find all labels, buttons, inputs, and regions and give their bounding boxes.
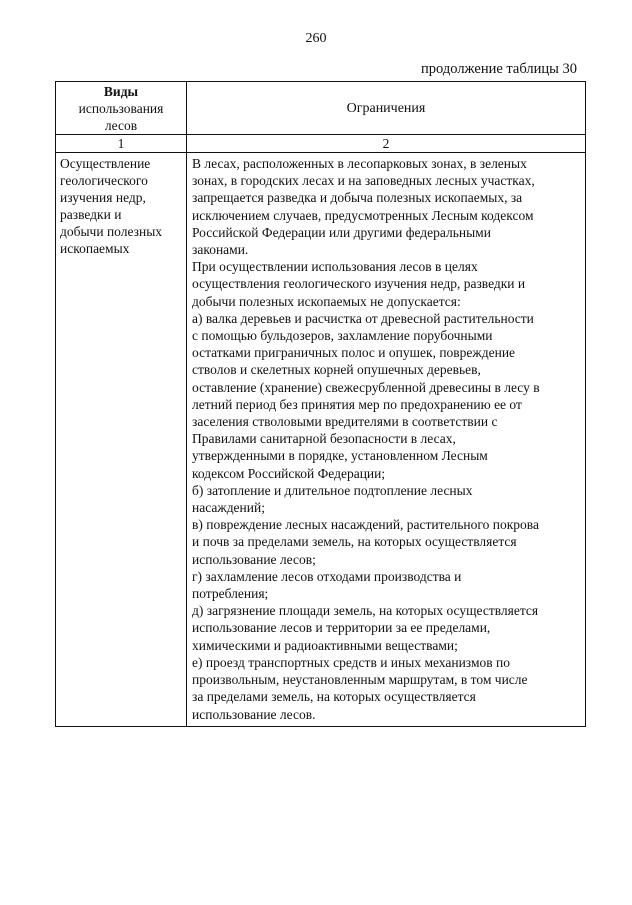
restriction-item-e: е) проезд транспортных средств и иных механизмов по произвольным, неустановленным маршрутам, в том числе за пределами земель, на которых осуществляется использование лесов. xyxy=(192,654,528,722)
restriction-item-b: б) затопление и длительное подтопление лесных насаждений; xyxy=(192,482,473,516)
restriction-item-g: г) захламление лесов отходами производства и потребления; xyxy=(192,568,462,602)
header-usage-types-line1: Виды xyxy=(103,83,139,99)
restriction-item-d: д) загрязнение площади земель, на которых осуществляется использование лесов и территории за ее пределами, химическими и радиоактивными веществами; xyxy=(192,603,539,653)
usage-type-cell: Осуществление геологического изучения недр, разведки и добычи полезных ископаемых xyxy=(56,153,187,727)
restriction-item-a: а) валка деревьев и расчистка от древесной растительности с помощью бульдозеров, захламление порубочными остатками приграничных полос и опушек, повреждение стволов и скелетных корней опушечных деревьев, оставление (хранение) свежесрубленной древесины в лесу в летний период без принятия мер по предохранению ее от заселения стволовыми вредителями в соответствии с Правилами санитарной безопасности в лесах, утвержденными в порядке, установленном Лесным кодексом Российской Федерации; xyxy=(192,310,540,481)
header-restrictions: Ограничения xyxy=(187,82,586,135)
restriction-item-v: в) повреждение лесных насаждений, растительного покрова и почв за пределами земель, на которых осуществляется использование лесов; xyxy=(192,517,539,567)
restriction-paragraph-lead: При осуществлении использования лесов в целях осуществления геологического изучения недр, разведки и добычи полезных ископаемых не допускается: xyxy=(192,259,526,309)
table-continuation-label: продолжение таблицы 30 xyxy=(421,61,577,77)
table-header-row xyxy=(56,82,586,135)
header-usage-types-line2: использования xyxy=(78,100,164,116)
column-number-1: 1 xyxy=(56,135,187,153)
table-row xyxy=(56,153,586,727)
restrictions-cell xyxy=(187,153,586,727)
header-usage-types-line3: лесов xyxy=(104,117,138,133)
table-number-row xyxy=(56,135,586,153)
header-usage-types xyxy=(56,82,187,135)
restrictions-table xyxy=(55,81,586,727)
column-number-2: 2 xyxy=(187,135,586,153)
page-number: 260 xyxy=(305,31,327,46)
restriction-paragraph-intro: В лесах, расположенных в лесопарковых зонах, в зеленых зонах, в городских лесах и на заповедных лесных участках, запрещается разведка и добыча полезных ископаемых, за исключением случаев, предусмотренных Лесным кодексом Российской Федерации или другими федеральными законами. xyxy=(192,156,535,258)
